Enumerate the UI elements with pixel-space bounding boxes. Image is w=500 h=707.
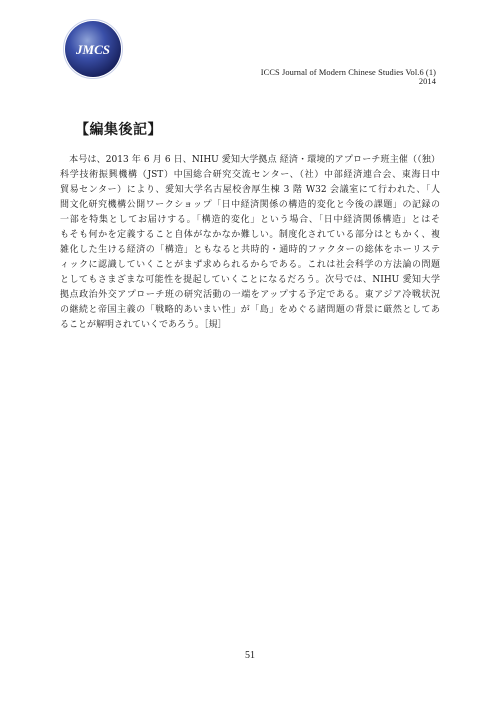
- body-line: としてもさまざまな可能性を提起していくことになるだろう。次号では、NIHU 愛知大学: [60, 275, 440, 285]
- page-number: 51: [245, 650, 255, 661]
- body-line: ィックに認識していくことがまず求められるからである。これは社会科学の方法論の問題: [60, 260, 440, 270]
- body-line: 間文化研究機構公開ワークショップ「日中経済関係の構造的変化と今後の課題」の記録の: [60, 200, 440, 210]
- section-title: 【編集後記】: [75, 122, 162, 138]
- body-line: 拠点政治外交アプローチ班の研究活動の一端をアップする予定である。東アジア冷戦状況: [60, 290, 440, 300]
- body-line: 本号は、2013 年 6 月 6 日、NIHU 愛知大学拠点 経済・環境的アプローチ班主催（（独）: [60, 155, 440, 165]
- body-line: ることが解明されていくであろう。［規］: [60, 320, 227, 330]
- body-line: 雑化した生ける経済の「構造」ともなると共時的・通時的ファクターの総体をホーリステ: [60, 245, 440, 255]
- body-line: もそも何かを定義すること自体がなかなか難しい。制度化されている部分はともかく、複: [60, 230, 440, 240]
- body-line: 科学技術振興機構（JST）中国総合研究交流センター、（社）中部経済連合会、東海日中: [60, 170, 440, 180]
- body-line: 貿易センター）により、愛知大学名古屋校舎厚生棟 3 階 W32 会議室にて行われた、「人: [60, 185, 440, 195]
- journal-running-header: ICCS Journal of Modern Chinese Studies Vol.6 (1) 2014: [260, 68, 436, 86]
- editorial-body: [60, 153, 440, 333]
- body-line: 一部を特集としてお届けする。「構造的変化」という場合、「日中経済関係構造」とはそ: [60, 215, 440, 225]
- body-line: の継続と帝国主義の「戦略的あいまい性」が「島」をめぐる諸問題の背景に厳然としてあ: [60, 305, 440, 315]
- logo-text: JMCS: [76, 42, 110, 57]
- journal-logo: [62, 18, 124, 80]
